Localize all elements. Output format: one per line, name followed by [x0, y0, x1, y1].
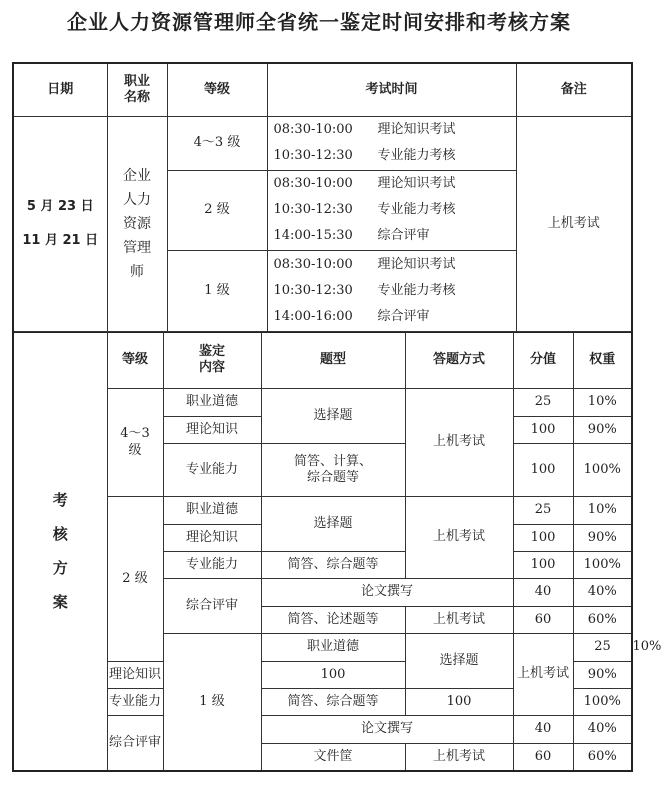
- schedule-times: 08:30-10:00 理论知识考试 10:30-12:30 专业能力考核: [267, 116, 516, 170]
- assessment-plan-table: 考 核 方 案 等级 鉴定 内容 题型 答题方式 分值 权重 4～3 级 职业道德 选择题 上机考试 25 10% 理论知识 100 90% 专业能力 简答、计算、 综合题等 100 100% 2 级 职业道德 选择题 上机考试 25 10% 理论知识 100 90% 专业能力 简答、综合题等 100 100% 综合评审 论文撰写 40 40% 简答、论述题等 上机考试 60 60% 1 级 职业道德 选择题 上机考试 25 10% 理论知识 100 90% 专业能力 简答、综合题等 100 100% 综合评审 论文撰写 40 40% 文件筐 上机考试 60 60%: [12, 331, 633, 772]
- plan-content: 专业能力: [163, 552, 261, 579]
- plan-score: 25: [513, 389, 573, 417]
- schedule-table: [12, 62, 633, 333]
- plan-content: 专业能力: [163, 444, 261, 497]
- plan-header-level: 等级: [107, 332, 163, 389]
- plan-weight: 100%: [573, 444, 632, 497]
- plan-content: 理论知识: [163, 417, 261, 444]
- plan-content: 综合评审: [107, 716, 163, 771]
- schedule-level: 4～3 级: [167, 116, 267, 170]
- plan-type: 选择题: [261, 497, 405, 552]
- plan-weight: 100%: [573, 552, 632, 579]
- plan-weight: 90%: [573, 525, 632, 552]
- plan-score: 25: [513, 497, 573, 525]
- plan-weight: 40%: [573, 579, 632, 607]
- plan-type: 论文撰写: [261, 716, 513, 744]
- plan-header-method: 答题方式: [405, 332, 513, 389]
- schedule-times: 08:30-10:00 理论知识考试 10:30-12:30 专业能力考核 14:00-16:00 综合评审: [267, 250, 516, 332]
- plan-header-score: 分值: [513, 332, 573, 389]
- plan-score: 100: [513, 525, 573, 552]
- plan-score: 40: [513, 716, 573, 744]
- plan-weight: 40%: [573, 716, 632, 744]
- plan-method: 上机考试: [513, 634, 573, 716]
- plan-score: 100: [513, 444, 573, 497]
- plan-type: 选择题: [261, 389, 405, 444]
- plan-score: 60: [513, 607, 573, 634]
- header-exam-time: 考试时间: [267, 63, 516, 116]
- plan-weight: 90%: [573, 662, 632, 689]
- header-date: 日期: [13, 63, 107, 116]
- header-level: 等级: [167, 63, 267, 116]
- plan-content: 职业道德: [163, 497, 261, 525]
- plan-level: 4～3 级: [107, 389, 163, 497]
- plan-content: 理论知识: [107, 662, 163, 689]
- plan-weight: 90%: [573, 417, 632, 444]
- plan-method: 上机考试: [405, 497, 513, 579]
- page-title: 企业人力资源管理师全省统一鉴定时间安排和考核方案: [67, 10, 571, 34]
- plan-score: 100: [513, 552, 573, 579]
- schedule-times: 08:30-10:00 理论知识考试 10:30-12:30 专业能力考核 14:00-15:30 综合评审: [267, 170, 516, 250]
- plan-level: 1 级: [163, 634, 261, 771]
- plan-method: 上机考试: [405, 744, 513, 771]
- header-note: 备注: [516, 63, 632, 116]
- plan-type: 简答、计算、 综合题等: [261, 444, 405, 497]
- plan-header-content: 鉴定 内容: [163, 332, 261, 389]
- job-title: 企业 人力 资源 管理 师: [107, 116, 167, 332]
- plan-score: 100: [261, 662, 405, 689]
- plan-type: 简答、综合题等: [261, 689, 405, 716]
- plan-method: 上机考试: [405, 389, 513, 497]
- plan-type: 简答、综合题等: [261, 552, 405, 579]
- plan-content: 综合评审: [163, 579, 261, 634]
- plan-weight: 10%: [573, 389, 632, 417]
- plan-score: 100: [405, 689, 513, 716]
- plan-content: 职业道德: [163, 389, 261, 417]
- plan-content: 职业道德: [261, 634, 405, 662]
- plan-type: 论文撰写: [261, 579, 513, 607]
- plan-score: 100: [513, 417, 573, 444]
- plan-method: 上机考试: [405, 607, 513, 634]
- plan-content: 理论知识: [163, 525, 261, 552]
- header-job: 职业 名称: [107, 63, 167, 116]
- plan-type: 文件筐: [261, 744, 405, 771]
- plan-score: 25: [573, 634, 632, 662]
- plan-score: 60: [513, 744, 573, 771]
- plan-score: 40: [513, 579, 573, 607]
- exam-dates: 5 月 23 日 11 月 21 日: [13, 116, 107, 332]
- plan-type: 简答、论述题等: [261, 607, 405, 634]
- schedule-level: 2 级: [167, 170, 267, 250]
- schedule-note: 上机考试: [516, 116, 632, 332]
- plan-header-weight: 权重: [573, 332, 632, 389]
- plan-side-label: 考 核 方 案: [13, 332, 107, 771]
- plan-weight: 60%: [573, 607, 632, 634]
- schedule-level: 1 级: [167, 250, 267, 332]
- plan-header-type: 题型: [261, 332, 405, 389]
- plan-level: 2 级: [107, 497, 163, 662]
- plan-weight: 60%: [573, 744, 632, 771]
- plan-content: 专业能力: [107, 689, 163, 716]
- plan-weight: 10%: [573, 497, 632, 525]
- plan-weight: 100%: [573, 689, 632, 716]
- plan-type: 选择题: [405, 634, 513, 689]
